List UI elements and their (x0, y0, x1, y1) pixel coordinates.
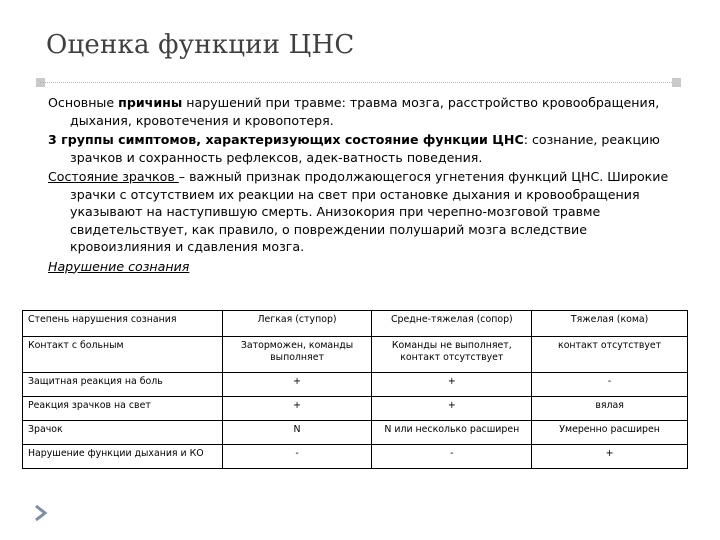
heading-consciousness: Нарушение сознания (48, 258, 190, 274)
emphasis-causes: причины (118, 95, 183, 110)
table-cell: Команды не выполняет, контакт отсутствует (372, 337, 532, 373)
table-header-row (23, 311, 688, 337)
chevron-right-icon[interactable] (34, 504, 48, 522)
table-header-cell: Тяжелая (кома) (532, 311, 688, 337)
table-cell: - (372, 445, 532, 469)
table-cell: + (222, 373, 372, 397)
text-segment: : сознание, реакцию зрачков и сохранность рефлексов, адек-ватность поведения. (70, 132, 660, 165)
table-cell: Защитная реакция на боль (23, 373, 223, 397)
table-cell: N или несколько расширен (372, 421, 532, 445)
text-segment: Основные (48, 95, 119, 110)
paragraph-consciousness (48, 258, 688, 276)
table-cell: + (222, 397, 372, 421)
table-row (23, 421, 688, 445)
table-row (23, 397, 688, 421)
emphasis-pupils: Состояние зрачков (48, 169, 179, 184)
table-cell: Нарушение функции дыхания и КО (23, 445, 223, 469)
table-header-cell: Средне-тяжелая (сопор) (372, 311, 532, 337)
body-text (48, 94, 688, 277)
table-cell: Заторможен, команды выполняет (222, 337, 372, 373)
table-cell: + (372, 397, 532, 421)
paragraph-causes (48, 94, 688, 129)
table-row (23, 337, 688, 373)
table-cell: N (222, 421, 372, 445)
table-row (23, 373, 688, 397)
table-cell: - (222, 445, 372, 469)
table-row (23, 445, 688, 469)
title-divider (40, 82, 676, 83)
table-cell: + (372, 373, 532, 397)
table-cell: - (532, 373, 688, 397)
table-cell: Контакт с больным (23, 337, 223, 373)
table-cell: Реакция зрачков на свет (23, 397, 223, 421)
table-cell: Умеренно расширен (532, 421, 688, 445)
paragraph-pupils (48, 168, 688, 256)
rule-marker-right (672, 78, 681, 87)
table-header-cell: Легкая (ступор) (222, 311, 372, 337)
text-segment: – важный признак продолжающегося угнетения функций ЦНС. Широкие зрачки с отсутствием их реакции на свет при остановке дыхания и кровообращения указывают на наступившую смерть. Анизокория при черепно-мозговой травме свидетельствует, как правило, о повреждении полушарий мозга вследствие кровоизлияния и сдавления мозга. (70, 169, 669, 254)
text-segment: нарушений при травме: травма мозга, расстройство кровообращения, дыхания, кровотечения и кровопотеря. (70, 95, 660, 128)
emphasis-symptom-groups: 3 группы симптомов, характеризующих состояние функции ЦНС (48, 132, 524, 147)
table-cell: контакт отсутствует (532, 337, 688, 373)
table-cell: + (532, 445, 688, 469)
consciousness-table (22, 310, 688, 469)
paragraph-symptom-groups (48, 131, 688, 166)
table-cell: Зрачок (23, 421, 223, 445)
table-cell: вялая (532, 397, 688, 421)
table-header-cell: Степень нарушения сознания (23, 311, 223, 337)
page-title: Оценка функции ЦНС (46, 30, 355, 60)
